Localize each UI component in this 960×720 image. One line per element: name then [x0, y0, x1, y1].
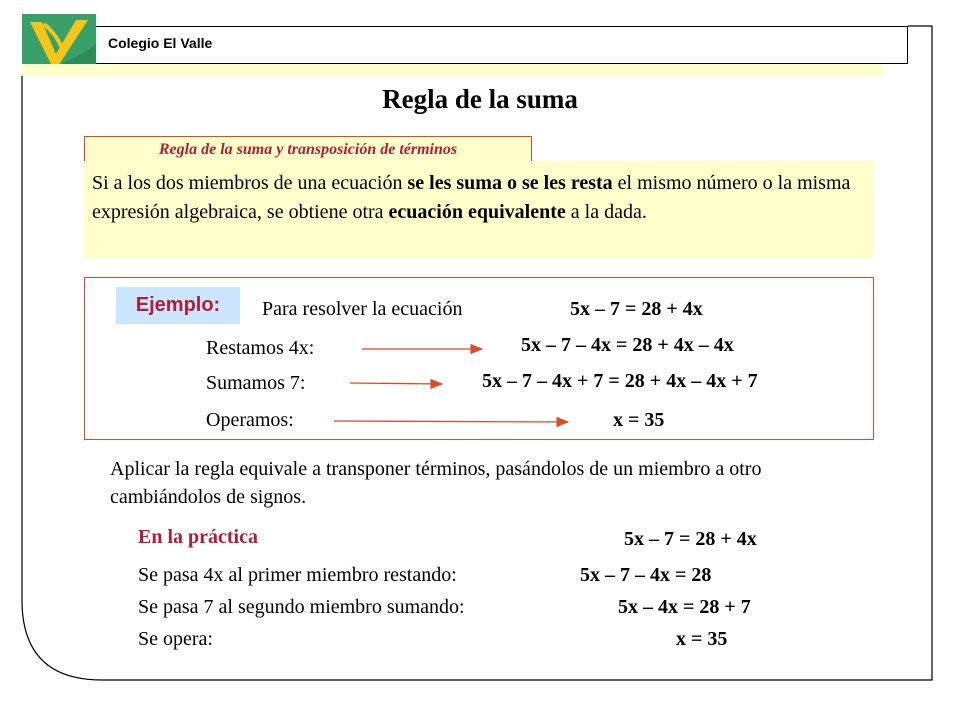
example-step-3-label: Operamos:: [206, 409, 294, 431]
header-stripe: [96, 64, 882, 76]
page-title: Regla de la suma: [382, 84, 578, 114]
header-bar: [96, 26, 908, 64]
rule-text-2: el mismo número o la misma expresión algebraica, se obtiene otra: [92, 172, 851, 223]
practice-step-1-result: 5x – 7 – 4x = 28: [580, 564, 712, 586]
example-equation: 5x – 7 = 28 + 4x: [570, 298, 703, 320]
rule-text-1: Si a los dos miembros de una ecuación: [92, 172, 408, 194]
example-intro: Para resolver la ecuación: [262, 298, 463, 320]
practice-step-1-label: Se pasa 4x al primer miembro restando:: [138, 564, 457, 586]
rule-tab-label: Regla de la suma y transposición de términos: [84, 136, 532, 161]
practice-title: En la práctica: [138, 526, 258, 548]
example-step-2-label: Sumamos 7:: [206, 372, 306, 394]
example-step-1-label: Restamos 4x:: [206, 337, 315, 359]
practice-step-2-label: Se pasa 7 al segundo miembro sumando:: [138, 596, 465, 618]
school-name: Colegio El Valle: [108, 35, 213, 51]
practice-step-3-result: x = 35: [676, 628, 728, 650]
rule-box: [84, 161, 874, 258]
practice-step-3-label: Se opera:: [138, 628, 213, 650]
header-stripe-left: [22, 64, 96, 76]
example-label: Ejemplo:: [116, 287, 240, 324]
example-step-1-result: 5x – 7 – 4x = 28 + 4x – 4x: [521, 334, 734, 356]
practice-step-2-result: 5x – 4x = 28 + 7: [618, 596, 751, 618]
practice-equation: 5x – 7 = 28 + 4x: [624, 528, 757, 550]
rule-emphasis-1: se les suma o se les resta: [407, 172, 613, 194]
example-step-3-result: x = 35: [613, 409, 665, 431]
rule-emphasis-2: ecuación equivalente: [388, 200, 566, 223]
rule-text-3: a la dada.: [565, 200, 647, 223]
explanation-text: Aplicar la regla equivale a transponer términos, pasándolos de un miembro a otro cambiándolos de signos.: [110, 458, 762, 508]
example-step-2-result: 5x – 7 – 4x + 7 = 28 + 4x – 4x + 7: [482, 370, 758, 392]
